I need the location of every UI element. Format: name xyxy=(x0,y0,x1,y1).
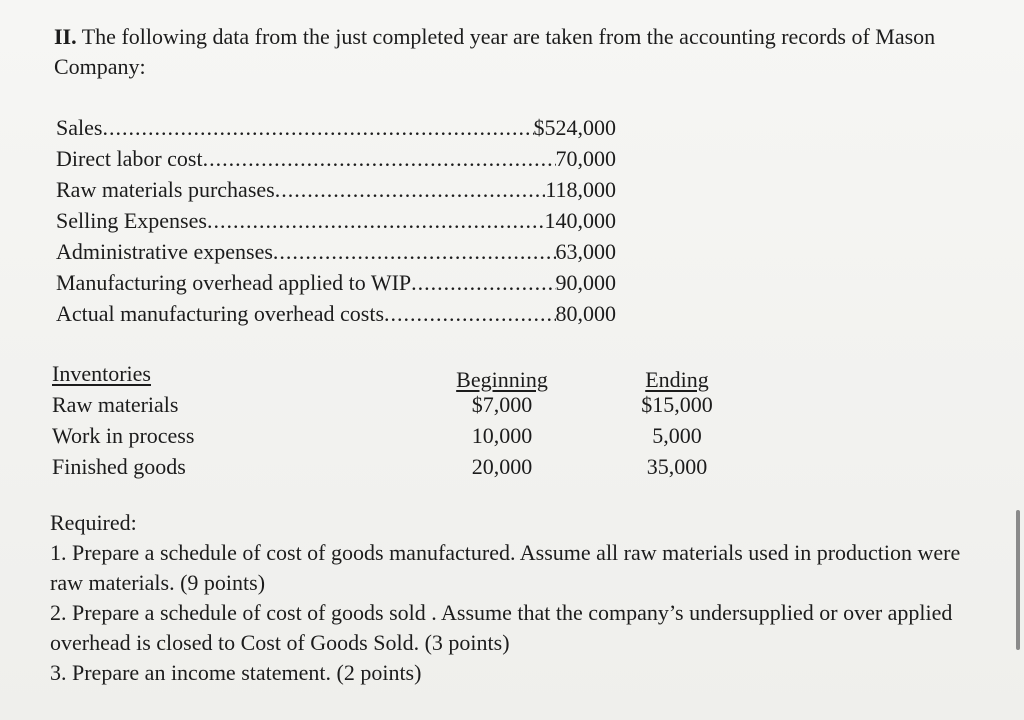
beginning-value: 10,000 xyxy=(471,423,533,448)
ledger-label: Raw materials purchases xyxy=(56,177,275,202)
required-title: Required: xyxy=(50,510,137,535)
required-item-1: 1. Prepare a schedule of cost of goods manufactured. Assume all raw materials used in production were raw materials. (9 points) xyxy=(50,540,961,595)
scrollbar[interactable] xyxy=(1016,510,1020,650)
ledger-amount: 90,000 xyxy=(555,270,616,295)
leader-dots xyxy=(102,112,533,143)
inventories-header: Inventories xyxy=(52,361,151,386)
ledger-amount: $524,000 xyxy=(533,115,616,140)
ledger-row-overhead-applied xyxy=(56,267,616,298)
ending-header: Ending xyxy=(645,367,709,392)
beginning-header: Beginning xyxy=(456,367,548,392)
table-row xyxy=(52,420,752,451)
inventories-header-row xyxy=(52,358,752,392)
leader-dots xyxy=(275,174,546,205)
table-row xyxy=(52,451,752,482)
ledger-label: Actual manufacturing overhead costs xyxy=(56,301,385,326)
problem-intro-text: The following data from the just completed year are taken from the accounting records of Mason Company: xyxy=(54,24,936,79)
ledger-amount: 140,000 xyxy=(544,208,616,233)
required-item-2: 2. Prepare a schedule of cost of goods sold . Assume that the company’s undersupplied or over applied overhead is closed to Cost of Goods Sold. (3 points) xyxy=(50,600,953,655)
inventories-table xyxy=(52,358,752,482)
leader-dots xyxy=(411,267,555,298)
ledger-row-raw-materials-purchases xyxy=(56,174,616,205)
required-section xyxy=(50,508,990,688)
leader-dots xyxy=(207,205,545,236)
problem-heading xyxy=(54,22,984,82)
leader-dots xyxy=(384,298,555,329)
inventory-name: Raw materials xyxy=(52,392,179,417)
ledger-label: Selling Expenses xyxy=(56,208,207,233)
ledger-amount: 80,000 xyxy=(555,301,616,326)
ledger-row-actual-overhead xyxy=(56,298,616,329)
ledger-amount: 70,000 xyxy=(555,146,616,171)
ledger-label: Administrative expenses xyxy=(56,239,273,264)
beginning-value: $7,000 xyxy=(471,392,533,417)
ending-value: $15,000 xyxy=(641,392,713,417)
ending-value: 5,000 xyxy=(652,423,702,448)
leader-dots xyxy=(203,143,556,174)
ledger-label: Sales xyxy=(56,115,103,140)
problem-number: II. xyxy=(54,24,77,49)
leader-dots xyxy=(273,236,556,267)
ledger-row-selling-expenses xyxy=(56,205,616,236)
ledger-amount: 118,000 xyxy=(545,177,616,202)
ledger-row-administrative-expenses xyxy=(56,236,616,267)
ledger-label: Manufacturing overhead applied to WIP xyxy=(56,270,412,295)
ledger-amount: 63,000 xyxy=(555,239,616,264)
ledger-label: Direct labor cost xyxy=(56,146,203,171)
inventory-name: Work in process xyxy=(52,423,195,448)
ledger-row-direct-labor xyxy=(56,143,616,174)
beginning-value: 20,000 xyxy=(471,454,533,479)
table-row xyxy=(52,389,752,420)
ledger-row-sales xyxy=(56,112,616,143)
inventory-name: Finished goods xyxy=(52,454,186,479)
ending-value: 35,000 xyxy=(646,454,708,479)
required-item-3: 3. Prepare an income statement. (2 points) xyxy=(50,660,422,685)
account-data-list xyxy=(56,112,616,329)
